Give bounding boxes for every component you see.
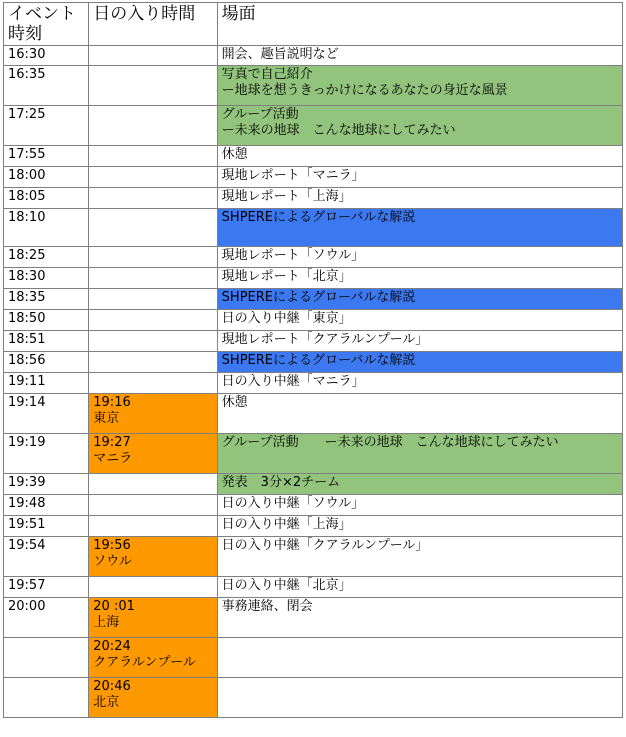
table-row <box>4 638 623 678</box>
scene-cell-text: SHPEREによるグローバルな解説 <box>221 353 416 368</box>
sunset-time-cell-text: 19:56 ソウル <box>93 538 132 569</box>
scene-cell[interactable] <box>217 46 622 66</box>
header-sunset-time-label: 日の入り時間 <box>93 4 196 24</box>
sunset-time-cell-text: 19:27 マニラ <box>93 435 133 466</box>
sunset-time-cell[interactable] <box>89 434 217 474</box>
table-row <box>4 474 623 495</box>
sunset-time-cell-text: 19:16 東京 <box>93 395 131 426</box>
sunset-time-cell[interactable] <box>89 146 217 167</box>
table-row <box>4 678 623 718</box>
event-time-cell-text: 18:10 <box>8 210 46 225</box>
event-time-cell[interactable] <box>4 638 89 678</box>
table-row <box>4 66 623 106</box>
table-row <box>4 209 623 247</box>
sunset-time-cell[interactable] <box>89 638 217 678</box>
scene-cell-text: 開会、趣旨説明など <box>221 47 339 62</box>
scene-cell-text: 現地レポート「上海」 <box>221 189 352 204</box>
sunset-time-cell[interactable] <box>89 678 217 718</box>
event-time-cell[interactable] <box>4 434 89 474</box>
header-scene-label: 場面 <box>221 4 256 24</box>
event-time-cell[interactable] <box>4 46 89 66</box>
event-time-cell[interactable] <box>4 474 89 495</box>
table-row <box>4 577 623 598</box>
event-time-cell-text: 18:35 <box>8 290 46 305</box>
table-row <box>4 46 623 66</box>
event-time-cell[interactable] <box>4 495 89 516</box>
event-time-cell-text: 19:39 <box>8 475 46 490</box>
scene-cell-text: 休憩 <box>221 147 248 162</box>
event-time-cell[interactable] <box>4 268 89 289</box>
scene-cell[interactable] <box>217 167 622 188</box>
scene-cell-text: 日の入り中継「上海」 <box>221 517 352 532</box>
scene-cell-text: 現地レポート「北京」 <box>221 269 352 284</box>
scene-cell-text: 日の入り中継「北京」 <box>221 578 352 593</box>
table-row <box>4 188 623 209</box>
table-row <box>4 516 623 537</box>
sunset-time-cell[interactable] <box>89 66 217 106</box>
header-event-time[interactable] <box>4 3 89 46</box>
event-time-cell[interactable] <box>4 373 89 394</box>
event-time-cell-text: 19:19 <box>8 435 46 450</box>
event-time-cell-text: 17:25 <box>8 107 46 122</box>
sunset-time-cell[interactable] <box>89 598 217 638</box>
scene-cell[interactable] <box>217 289 622 310</box>
scene-cell[interactable] <box>217 537 622 577</box>
sunset-time-cell[interactable] <box>89 474 217 495</box>
scene-cell[interactable] <box>217 474 622 495</box>
scene-cell[interactable] <box>217 598 622 638</box>
scene-cell[interactable] <box>217 188 622 209</box>
sunset-time-cell[interactable] <box>89 577 217 598</box>
scene-cell-text: 休憩 <box>221 395 248 410</box>
scene-cell-text: 事務連絡、閉会 <box>221 599 313 614</box>
event-time-cell-text: 19:14 <box>8 395 46 410</box>
scene-cell-text: 写真で自己紹介 ー地球を想うきっかけになるあなたの身近な風景 <box>221 67 508 98</box>
scene-cell[interactable] <box>217 495 622 516</box>
scene-cell-text: 日の入り中継「マニラ」 <box>221 374 365 389</box>
sunset-time-cell[interactable] <box>89 46 217 66</box>
header-sunset-time[interactable] <box>89 3 217 46</box>
event-time-cell[interactable] <box>4 678 89 718</box>
sunset-time-cell[interactable] <box>89 373 217 394</box>
event-time-cell[interactable] <box>4 167 89 188</box>
scene-cell-text: SHPEREによるグローバルな解説 <box>221 290 416 305</box>
table-row <box>4 146 623 167</box>
sunset-time-cell[interactable] <box>89 352 217 373</box>
sunset-time-cell[interactable] <box>89 106 217 146</box>
scene-cell[interactable] <box>217 66 622 106</box>
event-time-cell[interactable] <box>4 289 89 310</box>
event-time-cell[interactable] <box>4 352 89 373</box>
scene-cell[interactable] <box>217 373 622 394</box>
scene-cell-text: 日の入り中継「東京」 <box>221 311 352 326</box>
table-row <box>4 167 623 188</box>
event-time-cell[interactable] <box>4 598 89 638</box>
event-time-cell-text: 18:56 <box>8 353 46 368</box>
scene-cell[interactable] <box>217 209 622 247</box>
sunset-time-cell[interactable] <box>89 209 217 247</box>
scene-cell[interactable] <box>217 268 622 289</box>
scene-cell-text: 日の入り中継「ソウル」 <box>221 496 365 511</box>
table-row <box>4 495 623 516</box>
sunset-time-cell[interactable] <box>89 495 217 516</box>
scene-cell[interactable] <box>217 638 622 678</box>
event-time-cell[interactable] <box>4 66 89 106</box>
event-time-cell-text: 18:00 <box>8 168 46 183</box>
scene-cell-text: 日の入り中継「クアラルンプール」 <box>221 538 429 553</box>
table-row <box>4 352 623 373</box>
event-time-cell[interactable] <box>4 577 89 598</box>
event-time-cell[interactable] <box>4 310 89 331</box>
scene-cell[interactable] <box>217 516 622 537</box>
event-time-cell-text: 19:51 <box>8 517 46 532</box>
scene-cell-text: 現地レポート「マニラ」 <box>221 168 365 183</box>
scene-cell-text: SHPEREによるグローバルな解説 <box>221 210 416 225</box>
schedule-sheet <box>3 2 623 718</box>
event-time-cell[interactable] <box>4 247 89 268</box>
table-row <box>4 598 623 638</box>
sunset-time-cell[interactable] <box>89 310 217 331</box>
event-time-cell-text: 16:35 <box>8 67 46 82</box>
scene-cell[interactable] <box>217 247 622 268</box>
table-row <box>4 537 623 577</box>
table-row <box>4 394 623 434</box>
scene-cell[interactable] <box>217 310 622 331</box>
scene-cell-text: 現地レポート「クアラルンプール」 <box>221 332 429 347</box>
scene-cell-text: グループ活動 ー未来の地球 こんな地球にしてみたい <box>221 435 559 450</box>
scene-cell-text: 発表 3分×2チーム <box>221 475 341 490</box>
table-row <box>4 247 623 268</box>
event-time-cell-text: 17:55 <box>8 147 46 162</box>
table-row <box>4 434 623 474</box>
event-time-cell-text: 19:48 <box>8 496 46 511</box>
table-row <box>4 331 623 352</box>
header-event-time-label: イベント 時刻 <box>8 4 76 44</box>
table-row <box>4 289 623 310</box>
scene-cell[interactable] <box>217 434 622 474</box>
event-time-cell[interactable] <box>4 188 89 209</box>
schedule-table <box>3 2 623 718</box>
sunset-time-cell[interactable] <box>89 268 217 289</box>
header-row <box>4 3 623 46</box>
event-time-cell-text: 16:30 <box>8 47 46 62</box>
sunset-time-cell[interactable] <box>89 289 217 310</box>
scene-cell[interactable] <box>217 394 622 434</box>
sunset-time-cell-text: 20:24 クアラルンプール <box>93 639 196 670</box>
sunset-time-cell[interactable] <box>89 188 217 209</box>
table-row <box>4 310 623 331</box>
event-time-cell[interactable] <box>4 394 89 434</box>
sunset-time-cell[interactable] <box>89 516 217 537</box>
event-time-cell-text: 18:05 <box>8 189 46 204</box>
header-scene[interactable] <box>217 3 622 46</box>
event-time-cell-text: 20:00 <box>8 599 46 614</box>
event-time-cell[interactable] <box>4 516 89 537</box>
event-time-cell[interactable] <box>4 106 89 146</box>
sunset-time-cell[interactable] <box>89 537 217 577</box>
event-time-cell-text: 19:54 <box>8 538 46 553</box>
event-time-cell-text: 18:30 <box>8 269 46 284</box>
table-row <box>4 373 623 394</box>
event-time-cell[interactable] <box>4 537 89 577</box>
scene-cell-text: 現地レポート「ソウル」 <box>221 248 365 263</box>
scene-cell[interactable] <box>217 146 622 167</box>
scene-cell-text: グループ活動 ー未来の地球 こんな地球にしてみたい <box>221 107 456 138</box>
scene-cell[interactable] <box>217 352 622 373</box>
table-row <box>4 106 623 146</box>
scene-cell[interactable] <box>217 331 622 352</box>
table-row <box>4 268 623 289</box>
scene-cell[interactable] <box>217 678 622 718</box>
event-time-cell[interactable] <box>4 209 89 247</box>
sunset-time-cell[interactable] <box>89 331 217 352</box>
sunset-time-cell[interactable] <box>89 167 217 188</box>
event-time-cell-text: 19:11 <box>8 374 46 389</box>
event-time-cell-text: 18:25 <box>8 248 46 263</box>
scene-cell[interactable] <box>217 577 622 598</box>
scene-cell[interactable] <box>217 106 622 146</box>
event-time-cell-text: 18:50 <box>8 311 46 326</box>
sunset-time-cell[interactable] <box>89 247 217 268</box>
event-time-cell[interactable] <box>4 331 89 352</box>
sunset-time-cell-text: 20 :01 上海 <box>93 599 135 630</box>
event-time-cell-text: 18:51 <box>8 332 46 347</box>
event-time-cell-text: 19:57 <box>8 578 46 593</box>
sunset-time-cell-text: 20:46 北京 <box>93 679 131 710</box>
event-time-cell[interactable] <box>4 146 89 167</box>
sunset-time-cell[interactable] <box>89 394 217 434</box>
